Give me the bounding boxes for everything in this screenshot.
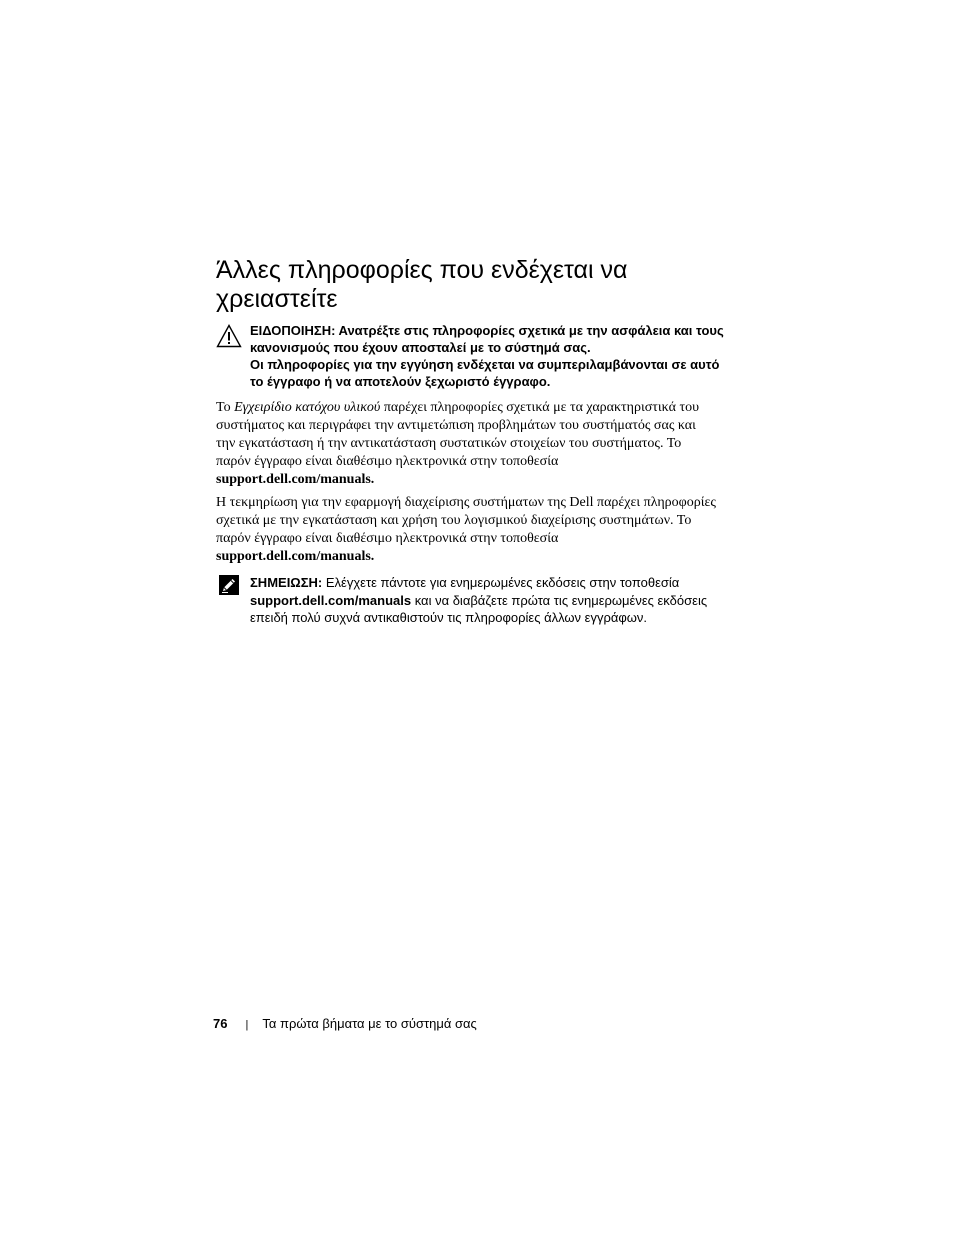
note-text-2: και να διαβάζετε πρώτα τις ενημερωμένες εκδόσεις επειδή πολύ συχνά αντικαθιστούν τις πληροφορίες άλλων εγγράφων. <box>250 592 708 625</box>
note-pencil-icon <box>219 575 239 595</box>
page-number: 76 <box>213 1016 228 1031</box>
notice-paragraph-1 <box>250 322 736 356</box>
notice-paragraph-2: Οι πληροφορίες για την εγγύηση ενδέχεται να συμπεριλαμβάνονται σε αυτό το έγγραφο ή να αποτελούν ξεχωριστό έγγραφο. <box>250 357 720 389</box>
notice-label: ΕΙΔΟΠΟΙΗΣΗ: <box>250 323 336 338</box>
hardware-manual-paragraph <box>216 399 716 489</box>
page-footer <box>213 1014 477 1035</box>
note-url: support.dell.com/manuals <box>250 592 412 608</box>
para1-prefix: Το <box>216 400 235 415</box>
manual-title: Εγχειρίδιο κατόχου υλικού <box>234 400 381 415</box>
notice-text: Ανατρέξτε στις πληροφορίες σχετικά με την ασφάλεια και τους κανονισμούς που έχουν αποσταλεί με το σύστημά σας. <box>250 323 724 355</box>
warning-triangle-icon <box>216 324 242 348</box>
page-heading: Άλλες πληροφορίες που ενδέχεται να χρειαστείτε <box>216 256 628 313</box>
notice-block <box>216 322 736 390</box>
note-block <box>216 574 736 627</box>
footer-title: Τα πρώτα βήματα με το σύστημά σας <box>262 1016 477 1031</box>
note-text-1: Ελέγχετε πάντοτε για ενημερωμένες εκδόσεις στην τοποθεσία <box>322 575 680 590</box>
note-label: ΣΗΜΕΙΩΣΗ: <box>250 575 323 590</box>
note-text <box>250 574 736 627</box>
para2-text: Η τεκμηρίωση για την εφαρμογή διαχείρισης συστήματων της Dell παρέχει πληροφορίες σχετικά με την εγκατάσταση και χρήση του λογισμικού διαχείρισης συστημάτων. Το παρόν έγγραφο είναι διαθέσιμο ηλεκτρονικά στην τοποθεσία <box>216 495 716 546</box>
footer-separator: | <box>245 1019 249 1031</box>
para1-text: παρέχει πληροφορίες σχετικά με τα χαρακτηριστικά του συστήματος και περιγράφει την αντιμετώπιση προβλημάτων του συστήματός σας και την εγκατάσταση ή την αντικατάσταση συστατικών στοιχείων του συστήματος. Το παρόν έγγραφο είναι διαθέσιμο ηλεκτρονικά στην τοποθεσία <box>216 400 700 469</box>
manuals-url: support.dell.com/manuals. <box>216 472 375 487</box>
systems-management-paragraph <box>216 494 716 566</box>
manuals-url-2: support.dell.com/manuals. <box>216 549 375 564</box>
